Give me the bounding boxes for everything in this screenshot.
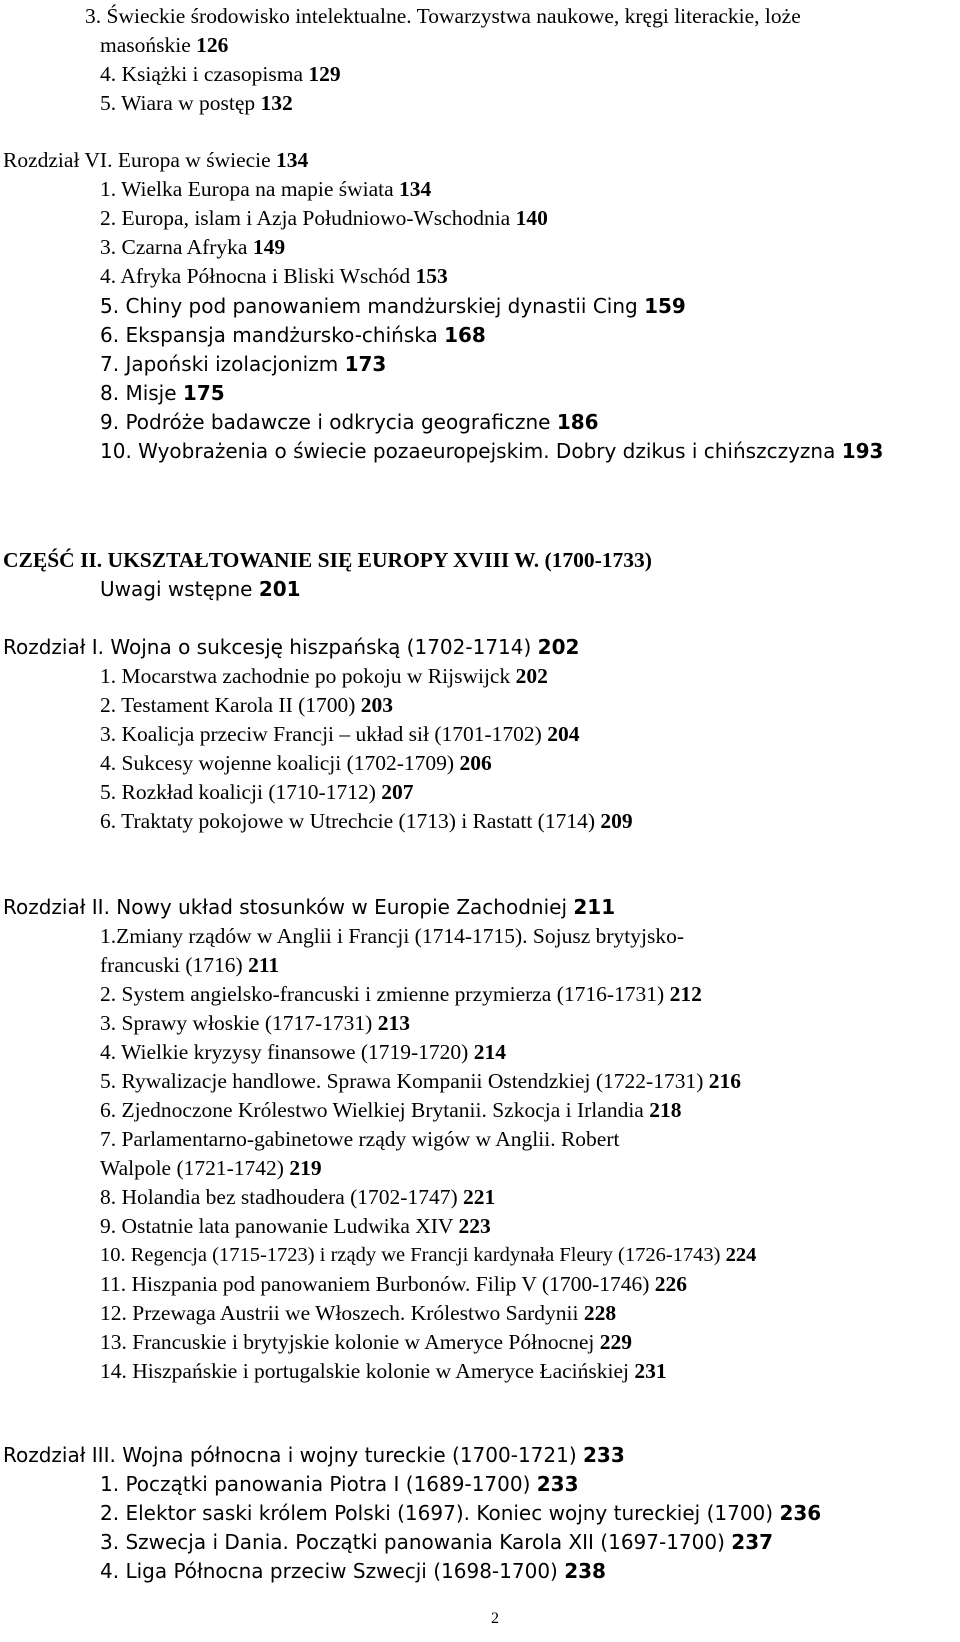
toc-item: 5. Rozkład koalicji (1710-1712) 207 xyxy=(100,780,414,804)
toc-item: 6. Traktaty pokojowe w Utrechcie (1713) i Rastatt (1714) 209 xyxy=(100,809,633,833)
toc-item: 11. Hiszpania pod panowaniem Burbonów. Filip V (1700-1746) 226 xyxy=(100,1272,688,1296)
toc-item: 2. Elektor saski królem Polski (1697). Koniec wojny tureckiej (1700) 236 xyxy=(100,1501,822,1525)
toc-item: 4. Wielkie kryzysy finansowe (1719-1720) 214 xyxy=(100,1040,506,1064)
toc-item: 4. Liga Północna przeciw Szwecji (1698-1700) 238 xyxy=(100,1559,606,1583)
toc-item: 2. Europa, islam i Azja Południowo-Wschodnia 140 xyxy=(100,206,548,230)
toc-item: 1. Mocarstwa zachodnie po pokoju w Rijswijck 202 xyxy=(100,664,548,688)
toc-item: 6. Ekspansja mandżursko-chińska 168 xyxy=(100,323,486,347)
toc-item: 4. Afryka Północna i Bliski Wschód 153 xyxy=(100,264,448,288)
chapter-heading: Rozdział VI. Europa w świecie 134 xyxy=(3,148,309,172)
toc-item: masońskie 126 xyxy=(100,33,229,57)
chapter-heading: Rozdział I. Wojna o sukcesję hiszpańską (1702-1714) 202 xyxy=(3,635,580,659)
toc-item: 5. Rywalizacje handlowe. Sprawa Kompanii Ostendzkiej (1722-1731) 216 xyxy=(100,1069,741,1093)
toc-item: 7. Japoński izolacjonizm 173 xyxy=(100,352,387,376)
toc-item: 3. Szwecja i Dania. Początki panowania Karola XII (1697-1700) 237 xyxy=(100,1530,774,1554)
page-number: 2 xyxy=(491,1610,499,1627)
toc-item: 4. Książki i czasopisma 129 xyxy=(100,62,341,86)
toc-item: 12. Przewaga Austrii we Włoszech. Królestwo Sardynii 228 xyxy=(100,1301,617,1325)
toc-item: 7. Parlamentarno-gabinetowe rządy wigów w Anglii. Robert xyxy=(100,1127,620,1151)
toc-item: 9. Ostatnie lata panowanie Ludwika XIV 223 xyxy=(100,1214,491,1238)
toc-item: 2. Testament Karola II (1700) 203 xyxy=(100,693,394,717)
toc-item: 1. Wielka Europa na mapie świata 134 xyxy=(100,177,432,201)
toc-item: 10. Regencja (1715-1723) i rządy we Francji kardynała Fleury (1726-1743) 224 xyxy=(100,1244,757,1266)
toc-item: 1. Początki panowania Piotra I (1689-1700) 233 xyxy=(100,1472,579,1496)
toc-item: francuski (1716) 211 xyxy=(100,953,280,977)
toc-item: 2. System angielsko-francuski i zmienne przymierza (1716-1731) 212 xyxy=(100,982,702,1006)
toc-item: 14. Hiszpańskie i portugalskie kolonie w Ameryce Łacińskiej 231 xyxy=(100,1359,667,1383)
toc-item: 3. Świeckie środowisko intelektualne. Towarzystwa naukowe, kręgi literackie, loże xyxy=(85,4,801,28)
toc-item: 8. Misje 175 xyxy=(100,381,225,405)
toc-item: 3. Czarna Afryka 149 xyxy=(100,235,286,259)
toc-item: Uwagi wstępne 201 xyxy=(100,577,301,601)
toc-item: 4. Sukcesy wojenne koalicji (1702-1709) 206 xyxy=(100,751,492,775)
toc-item: 8. Holandia bez stadhoudera (1702-1747) 221 xyxy=(100,1185,496,1209)
toc-item: 5. Wiara w postęp 132 xyxy=(100,91,293,115)
toc-item: 5. Chiny pod panowaniem mandżurskiej dynastii Cing 159 xyxy=(100,294,686,318)
toc-item: 9. Podróże badawcze i odkrycia geograficzne 186 xyxy=(100,410,599,434)
part-heading: CZĘŚĆ II. UKSZTAŁTOWANIE SIĘ EUROPY XVIII W. (1700-1733) xyxy=(3,548,652,572)
toc-item: 3. Sprawy włoskie (1717-1731) 213 xyxy=(100,1011,410,1035)
toc-item: 10. Wyobrażenia o świecie pozaeuropejskim. Dobry dzikus i chińszczyzna 193 xyxy=(100,439,884,463)
toc-item: 13. Francuskie i brytyjskie kolonie w Ameryce Północnej 229 xyxy=(100,1330,633,1354)
chapter-heading: Rozdział III. Wojna północna i wojny tureckie (1700-1721) 233 xyxy=(3,1443,625,1467)
chapter-heading: Rozdział II. Nowy układ stosunków w Europie Zachodniej 211 xyxy=(3,895,616,919)
toc-item: 6. Zjednoczone Królestwo Wielkiej Brytanii. Szkocja i Irlandia 218 xyxy=(100,1098,682,1122)
toc-item: 1.Zmiany rządów w Anglii i Francji (1714-1715). Sojusz brytyjsko- xyxy=(100,924,685,948)
toc-item: Walpole (1721-1742) 219 xyxy=(100,1156,322,1180)
toc-item: 3. Koalicja przeciw Francji – układ sił (1701-1702) 204 xyxy=(100,722,580,746)
